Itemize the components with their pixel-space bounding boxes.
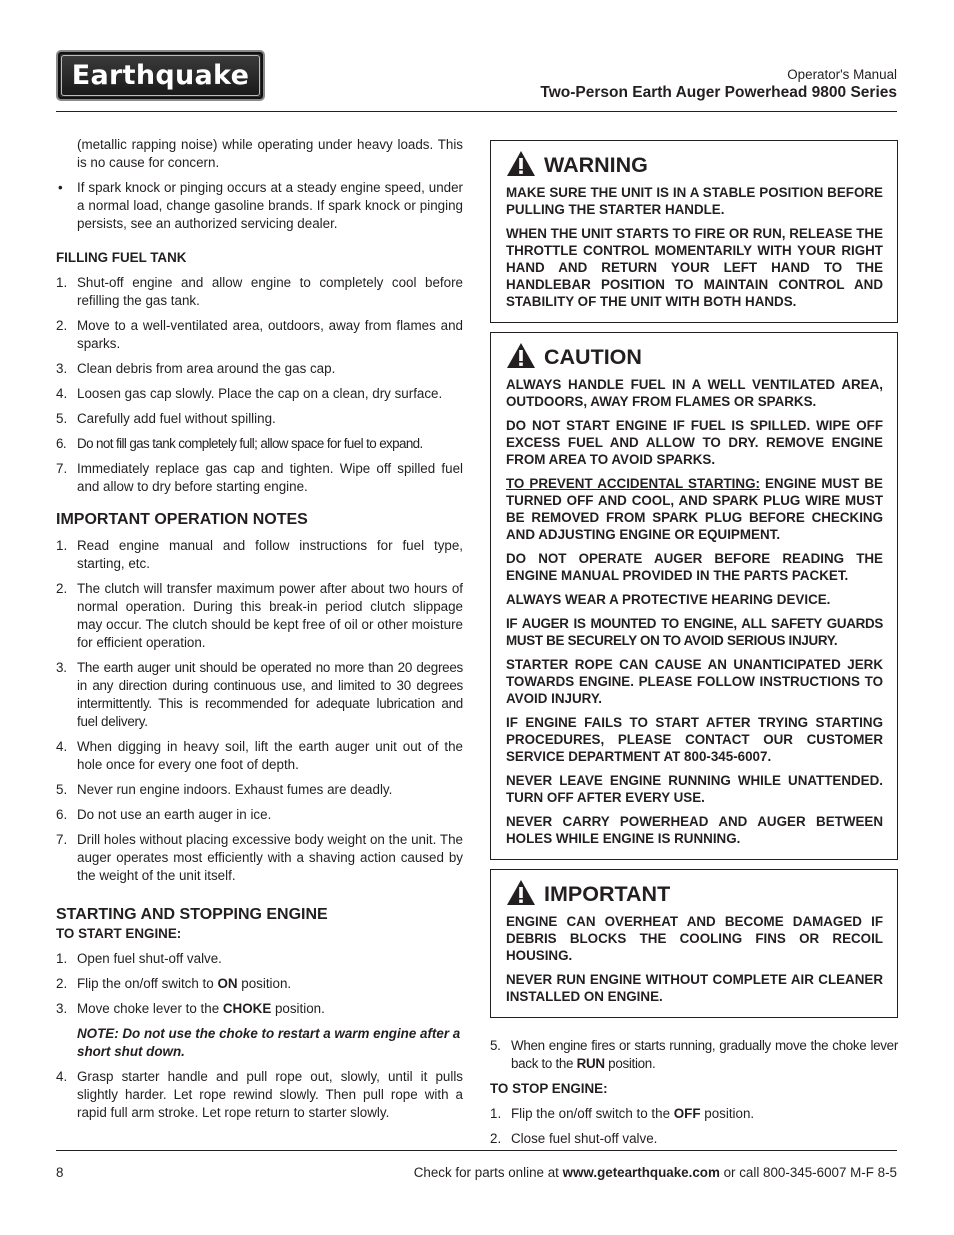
logo-frame: [61, 55, 260, 96]
website-link[interactable]: www.getearthquake.com: [562, 1165, 720, 1180]
list-number: 3.: [56, 1001, 68, 1016]
list-item: [56, 1068, 463, 1122]
caution-text: [506, 475, 883, 543]
caution-text: NEVER CARRY POWERHEAD AND AUGER BETWEEN HOLES WHILE ENGINE IS RUNNING.: [506, 814, 883, 846]
caution-text: STARTER ROPE CAN CAUSE AN UNANTICIPATED JERK TOWARDS ENGINE. PLEASE FOLLOW INSTRUCTIONS TO AVOID INJURY.: [506, 657, 883, 706]
start-steps-continued: [490, 1037, 898, 1073]
list-number: 1.: [56, 275, 68, 290]
list-item: [56, 460, 463, 496]
emphasis-on: ON: [217, 976, 238, 991]
list-number: 1.: [56, 538, 68, 553]
page-number: 8: [56, 1165, 64, 1180]
warning-text: MAKE SURE THE UNIT IS IN A STABLE POSITION BEFORE PULLING THE STARTER HANDLE.: [506, 185, 883, 217]
list-text: position.: [237, 976, 292, 991]
warning-triangle-icon: [506, 150, 536, 177]
list-item: [56, 385, 463, 403]
list-text: Grasp starter handle and pull rope out, slowly, until it pulls slightly harder. Let rope rewind slowly. Then pull rope with a rapid full arm stroke. Let rope return to starter slowly.: [77, 1069, 463, 1120]
list-item: [56, 435, 463, 453]
list-text: Flip the on/off switch to the: [511, 1106, 674, 1121]
manual-label: Operator's Manual: [787, 67, 897, 82]
list-item: [56, 360, 463, 378]
list-text: Shut-off engine and allow engine to completely cool before refilling the gas tank.: [77, 275, 463, 308]
footer-divider: [56, 1150, 897, 1151]
list-text: Flip the on/off switch to: [77, 976, 218, 991]
important-title-row: [506, 874, 883, 910]
operation-notes-list: [56, 537, 463, 885]
list-item: [56, 950, 463, 968]
list-text: The earth auger unit should be operated no more than 20 degrees in any direction during continuous use, and limited to 30 degrees intermittently. This is recommended for adequate lubrication and fuel delivery.: [77, 660, 463, 729]
list-text: Read engine manual and follow instructions for fuel type, starting, etc.: [77, 538, 463, 571]
operation-notes-heading: IMPORTANT OPERATION NOTES: [56, 511, 308, 528]
caution-text: IF ENGINE FAILS TO START AFTER TRYING STARTING PROCEDURES, PLEASE CONTACT OUR CUSTOMER SERVICE DEPARTMENT AT 800-345-6007.: [506, 715, 883, 764]
list-text: When engine fires or starts running, gradually move the choke lever back to the: [511, 1038, 898, 1071]
list-number: 5.: [56, 782, 68, 797]
list-number: 7.: [56, 461, 68, 476]
list-text: Drill holes without placing excessive body weight on the unit. The auger operates most efficiently with a shaving action caused by the weight of the unit itself.: [77, 832, 463, 883]
list-text: When digging in heavy soil, lift the earth auger unit out of the hole once for every one foot of depth.: [77, 739, 463, 772]
footer-text: Check for parts online at: [413, 1165, 563, 1180]
list-text: Do not fill gas tank completely full; allow space for fuel to expand.: [77, 436, 423, 451]
list-text: Move to a well-ventilated area, outdoors, away from flames and sparks.: [77, 318, 463, 351]
list-text: Move choke lever to the: [77, 1001, 223, 1016]
list-text: Carefully add fuel without spilling.: [77, 411, 276, 426]
choke-note: NOTE: Do not use the choke to restart a warm engine after a short shut down.: [77, 1026, 461, 1059]
caution-text: DO NOT OPERATE AUGER BEFORE READING THE ENGINE MANUAL PROVIDED IN THE PARTS PACKET.: [506, 551, 883, 583]
header-divider: [56, 111, 897, 112]
list-number: 3.: [56, 361, 68, 376]
caution-text: IF AUGER IS MOUNTED TO ENGINE, ALL SAFETY GUARDS MUST BE SECURELY ON TO AVOID SERIOUS INJURY.: [506, 616, 883, 648]
list-item: [56, 659, 463, 731]
caution-text: ALWAYS HANDLE FUEL IN A WELL VENTILATED AREA, OUTDOORS, AWAY FROM FLAMES OR SPARKS.: [506, 377, 883, 409]
emphasis-off: OFF: [673, 1106, 701, 1121]
stop-steps-list: [490, 1105, 898, 1148]
caution-box: [490, 332, 898, 860]
important-text: NEVER RUN ENGINE WITHOUT COMPLETE AIR CLEANER INSTALLED ON ENGINE.: [506, 972, 883, 1004]
important-triangle-icon: [506, 879, 536, 906]
list-item: [56, 806, 463, 824]
product-title: Two-Person Earth Auger Powerhead 9800 Series: [540, 84, 897, 101]
list-text: Never run engine indoors. Exhaust fumes are deadly.: [77, 782, 393, 797]
bullet-item: [56, 179, 463, 233]
list-text: The clutch will transfer maximum power after about two hours of normal operation. During this break-in period clutch slippage may occur. The clutch should be kept free of oil or other moisture for efficient operation.: [77, 581, 463, 650]
filling-fuel-tank-heading: FILLING FUEL TANK: [56, 250, 187, 265]
list-item: [56, 831, 463, 885]
list-item: [490, 1130, 898, 1148]
list-text: position.: [604, 1056, 656, 1071]
list-text: position.: [271, 1001, 325, 1016]
caution-text: NEVER LEAVE ENGINE RUNNING WHILE UNATTENDED. TURN OFF AFTER EVERY USE.: [506, 773, 883, 805]
important-title: IMPORTANT: [544, 882, 671, 906]
caution-title-row: [506, 337, 883, 373]
list-number: 6.: [56, 436, 66, 451]
list-number: 6.: [56, 807, 68, 822]
list-item: [490, 1037, 898, 1073]
emphasis-choke: CHOKE: [222, 1001, 272, 1016]
footer-text: or call 800-345-6007 M-F 8-5: [719, 1165, 897, 1180]
warning-text: WHEN THE UNIT STARTS TO FIRE OR RUN, RELEASE THE THROTTLE CONTROL MOMENTARILY WITH YOUR RIGHT HAND AND RETURN YOUR LEFT HAND TO THE HANDLEBAR POSITION TO MAINTAIN CONTROL AND STABILITY OF THE UNIT WITH BOTH HANDS.: [506, 226, 883, 309]
list-number: 1.: [56, 951, 68, 966]
caution-text: DO NOT START ENGINE IF FUEL IS SPILLED. WIPE OFF EXCESS FUEL AND ALLOW TO DRY. REMOVE ENGINE FROM AREA TO AVOID SPARKS.: [506, 418, 883, 467]
caution-underlined-lead: TO PREVENT ACCIDENTAL STARTING:: [506, 476, 760, 491]
list-number: 7.: [56, 832, 68, 847]
filling-steps-list: [56, 274, 463, 496]
list-item: [490, 1105, 898, 1123]
warning-title: WARNING: [544, 153, 648, 177]
footer-contact: [414, 1164, 897, 1182]
list-number: 4.: [56, 739, 68, 754]
list-text: Loosen gas cap slowly. Place the cap on a clean, dry surface.: [77, 386, 443, 401]
caution-triangle-icon: [506, 342, 536, 369]
important-box: [490, 869, 898, 1018]
list-number: 2.: [56, 318, 68, 333]
list-number: 3.: [56, 660, 67, 675]
list-number: 5.: [490, 1038, 501, 1053]
list-item: [56, 738, 463, 774]
list-item: [56, 274, 463, 310]
bullet-text: If spark knock or pinging occurs at a steady engine speed, under a normal load, change gasoline brands. If spark knock or pinging persists, see an authorized servicing dealer.: [77, 180, 463, 231]
list-number: 4.: [56, 1069, 68, 1084]
list-item: [56, 1000, 463, 1018]
brand-logo: [56, 50, 265, 101]
list-item: [56, 580, 463, 652]
list-number: 4.: [56, 386, 68, 401]
list-number: 2.: [56, 976, 68, 991]
emphasis-run: RUN: [576, 1056, 605, 1071]
left-column: [56, 136, 463, 1129]
warning-title-row: [506, 145, 883, 181]
list-number: 5.: [56, 411, 68, 426]
list-text: Immediately replace gas cap and tighten. Wipe off spilled fuel and allow to dry before starting engine.: [77, 461, 463, 494]
starting-stopping-heading: STARTING AND STOPPING ENGINE: [56, 906, 328, 923]
list-item: [56, 781, 463, 799]
important-text: ENGINE CAN OVERHEAT AND BECOME DAMAGED IF DEBRIS BLOCKS THE COOLING FINS OR RECOIL HOUSING.: [506, 914, 883, 963]
list-item: [56, 537, 463, 573]
list-text: Close fuel shut-off valve.: [511, 1131, 658, 1146]
intro-continued: (metallic rapping noise) while operating under heavy loads. This is no cause for concern.: [77, 137, 463, 170]
caution-text-rest: ENGINE MUST BE TURNED OFF AND COOL, AND SPARK PLUG WIRE MUST BE REMOVED FROM SPARK PLUG BEFORE CHECKING AND ADJUSTING ENGINE OR EQUIPMENT.: [506, 476, 883, 542]
list-text: Open fuel shut-off valve.: [77, 951, 222, 966]
list-number: 2.: [56, 581, 68, 596]
list-number: 1.: [490, 1106, 502, 1121]
to-stop-heading: TO STOP ENGINE:: [490, 1081, 608, 1096]
list-item: [56, 317, 463, 353]
list-text: position.: [700, 1106, 755, 1121]
list-item: [56, 975, 463, 993]
document-header: [540, 66, 897, 103]
right-column: [490, 140, 898, 1155]
list-text: Do not use an earth auger in ice.: [77, 807, 272, 822]
warning-box: [490, 140, 898, 323]
list-text: Clean debris from area around the gas cap.: [77, 361, 336, 376]
list-number: 2.: [490, 1131, 502, 1146]
bullet-marker: •: [58, 180, 63, 195]
caution-text: ALWAYS WEAR A PROTECTIVE HEARING DEVICE.: [506, 592, 831, 607]
start-steps-list: [56, 950, 463, 1122]
caution-title: CAUTION: [544, 345, 642, 369]
list-item: [56, 410, 463, 428]
to-start-heading: TO START ENGINE:: [56, 926, 182, 941]
logo-text: Earthquake: [71, 59, 250, 91]
